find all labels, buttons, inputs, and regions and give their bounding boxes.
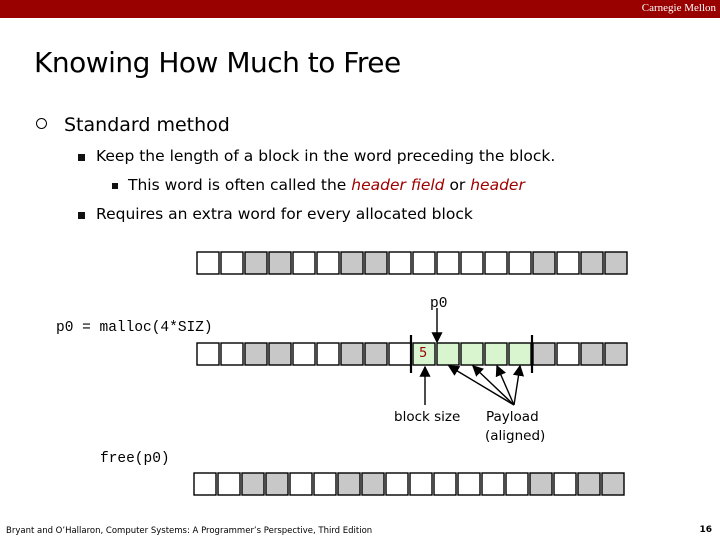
brand-text: Carnegie Mellon — [641, 2, 716, 14]
payload-label: Payload — [486, 409, 539, 425]
heap-row-initial — [197, 252, 627, 274]
header-value: 5 — [419, 346, 428, 361]
sub-bullet-2: Requires an extra word for every allocated block — [96, 205, 473, 223]
sub-bullet-1: Keep the length of a block in the word preceding the block. — [96, 147, 556, 165]
heap-row-after-free — [194, 473, 624, 495]
sub-bullet-1a-or: or — [444, 176, 471, 194]
footer-citation: Bryant and O’Hallaron, Computer Systems: A Programmer’s Perspective, Third Edition — [6, 526, 373, 536]
payload-arrow — [473, 366, 514, 405]
payload-arrow — [514, 366, 520, 405]
page-number: 16 — [699, 525, 712, 535]
header-field-term: header field — [351, 176, 445, 194]
slide-title: Knowing How Much to Free — [34, 46, 401, 79]
header-term: header — [470, 176, 525, 194]
block-size-label: block size — [394, 409, 461, 425]
sub-bullet-1a-text: This word is often called the — [128, 176, 352, 194]
payload-arrow — [449, 366, 514, 405]
malloc-call: p0 = malloc(4*SIZ) — [56, 320, 213, 336]
main-bullet: Standard method — [64, 114, 230, 136]
payload-aligned-label: (aligned) — [485, 428, 546, 444]
free-call: free(p0) — [100, 451, 170, 467]
p0-label: p0 — [430, 296, 448, 312]
